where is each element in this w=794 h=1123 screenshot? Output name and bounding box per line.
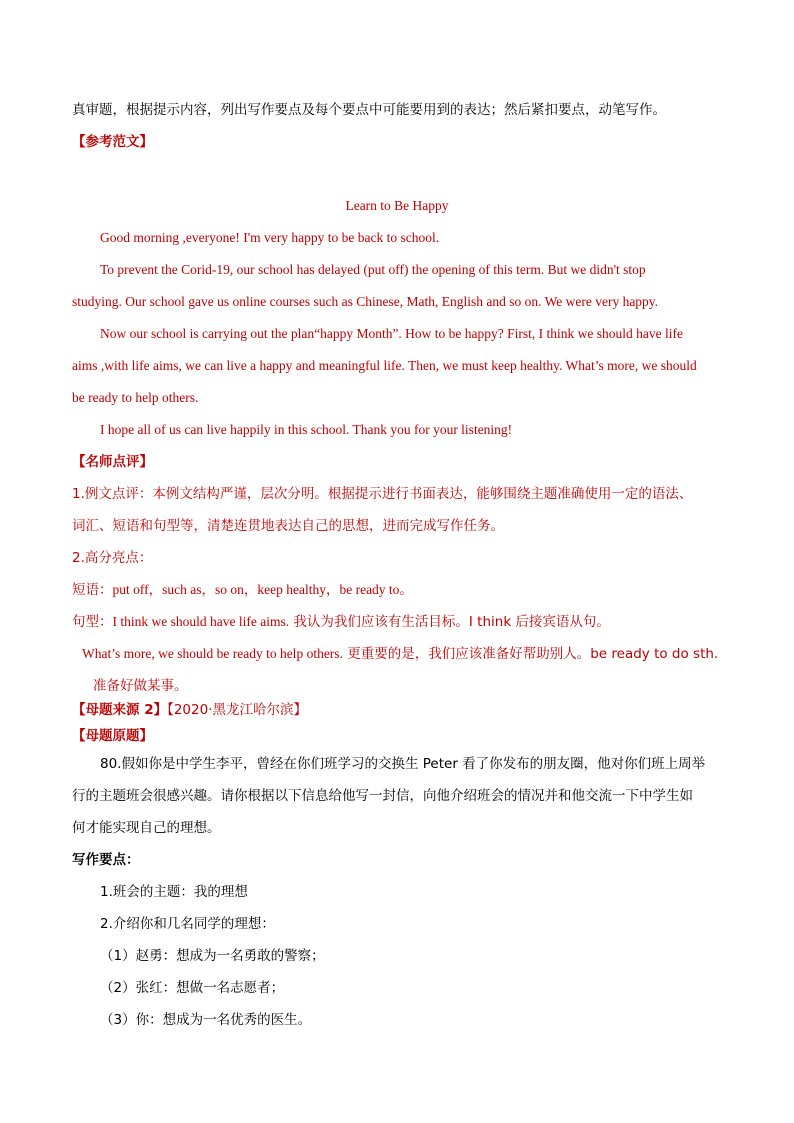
- writing-point-2-sub-1: （1）赵勇：想成为一名勇敢的警察；: [100, 948, 325, 964]
- source-heading-label: 【母题来源 2】: [72, 702, 168, 718]
- review-line-2: 词汇、短语和句型等，清楚连贯地表达自己的思想，进而完成写作任务。: [72, 518, 504, 534]
- essay-paragraph-2-line-2: studying. Our school gave us online courses such as Chinese, Math, English and so on. We were very happy.: [72, 294, 659, 309]
- essay-title: Learn to Be Happy: [345, 198, 449, 213]
- phrases-label: 短语：: [72, 582, 113, 598]
- pattern-line-1: [72, 612, 610, 632]
- review-line-1: 1.例文点评：本例文结构严谨，层次分明。根据提示进行书面表达，能够围绕主题准确使用一定的语法、: [72, 486, 693, 502]
- review-heading: 【名师点评】: [72, 454, 153, 470]
- writing-point-2-sub-3: （3）你：想成为一名优秀的医生。: [100, 1012, 312, 1028]
- question-line-3: 何才能实现自己的理想。: [72, 820, 221, 836]
- writing-points-heading: 写作要点：: [72, 852, 140, 868]
- source-heading-origin: 【2020·黑龙江哈尔滨】: [167, 702, 307, 718]
- source-heading: [72, 700, 307, 720]
- essay-paragraph-3-line-2: aims ,with life aims, we can live a happy and meaningful life. Then, we must keep healthy. What’s more, we should: [72, 358, 697, 373]
- pattern-label: 句型：: [72, 614, 113, 630]
- writing-point-2: 2.介绍你和几名同学的理想：: [100, 916, 275, 932]
- question-line-1: 80.假如你是中学生李平，曾经在你们班学习的交换生 Peter 看了你发布的朋友圈，他对你们班上周举: [100, 756, 706, 772]
- essay-paragraph-2-line-1: To prevent the Corid-19, our school has delayed (put off) the opening of this term. But we didn't stop: [100, 262, 646, 277]
- intro-line: 真审题，根据提示内容，列出写作要点及每个要点中可能要用到的表达；然后紧扣要点，动笔写作。: [72, 102, 666, 118]
- sample-heading: 【参考范文】: [72, 134, 153, 150]
- pattern-1-english: I think we should have life aims.: [112, 614, 290, 629]
- review-line-3: 2.高分亮点：: [72, 550, 153, 566]
- pattern-line-2-continued: 准备好做某事。: [93, 678, 188, 694]
- pattern-1-chinese: 我认为我们应该有生活目标。I think 后接宾语从句。: [289, 614, 610, 630]
- pattern-line-2: [82, 644, 718, 664]
- question-line-2: 行的主题班会很感兴趣。请你根据以下信息给他写一封信，向他介绍班会的情况并和他交流一下中学生如: [72, 788, 693, 804]
- phrases-line: [72, 580, 413, 600]
- essay-paragraph-3-line-3: be ready to help others.: [72, 390, 199, 405]
- essay-paragraph-1: Good morning ,everyone! I'm very happy to be back to school.: [100, 230, 440, 245]
- original-question-heading: 【母题原题】: [72, 728, 153, 744]
- phrases-text: put off，such as，so on，keep healthy，be ready to。: [112, 582, 413, 597]
- pattern-2-chinese: 更重要的是，我们应该准备好帮助别人。be ready to do sth.: [342, 646, 719, 662]
- writing-point-2-sub-2: （2）张红：想做一名志愿者；: [100, 980, 285, 996]
- writing-point-1: 1.班会的主题：我的理想: [100, 884, 248, 900]
- pattern-2-english: What’s more, we should be ready to help others.: [82, 646, 343, 661]
- essay-paragraph-4: I hope all of us can live happily in this school. Thank you for your listening!: [100, 422, 513, 437]
- essay-paragraph-3-line-1: Now our school is carrying out the plan“happy Month”. How to be happy? First, I think we should have life: [100, 326, 684, 341]
